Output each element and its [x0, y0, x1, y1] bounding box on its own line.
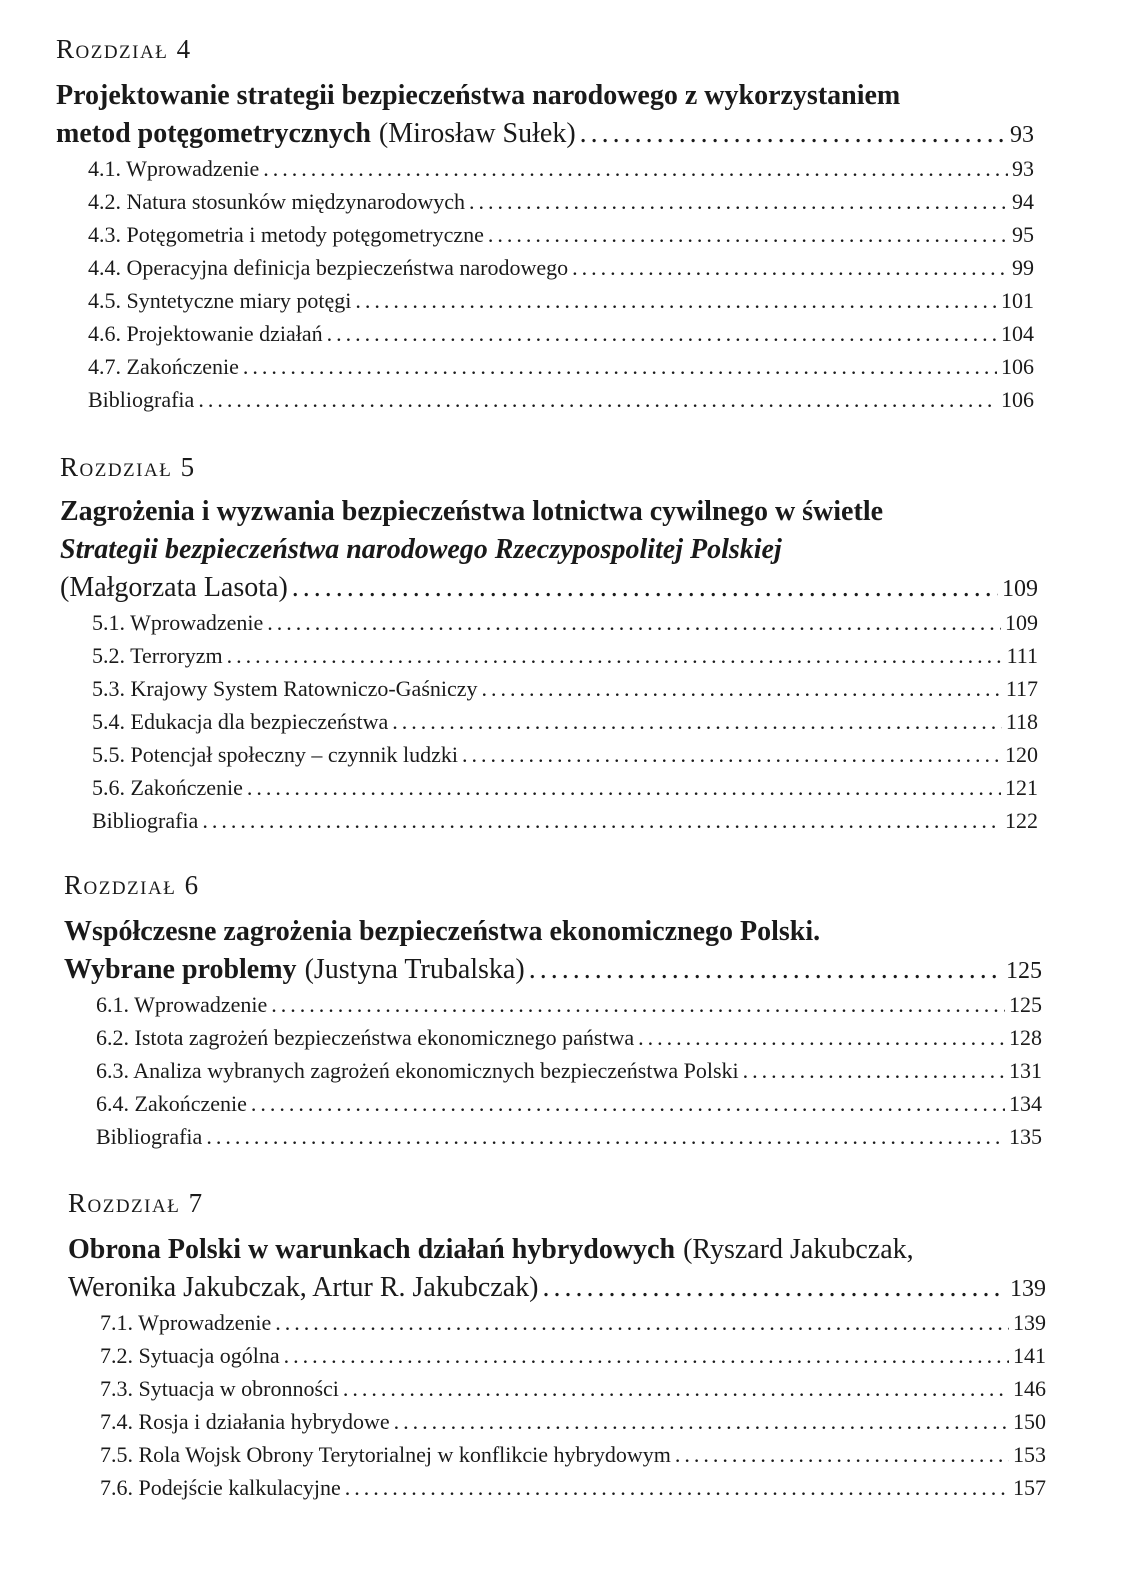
leader-dots [227, 643, 1003, 669]
page-number: 150 [1013, 1409, 1046, 1434]
leader-dots [198, 387, 997, 413]
toc-entry[interactable] [100, 1475, 1046, 1501]
chapter-label: Rozdział 5 [60, 452, 196, 482]
toc-entry[interactable] [88, 255, 1034, 281]
toc-entry[interactable] [88, 288, 1034, 314]
page-number: 118 [1005, 709, 1038, 734]
leader-dots [343, 1376, 1009, 1402]
chapter-label: Rozdział 6 [64, 870, 200, 900]
leader-dots [275, 1310, 1009, 1336]
toc-entry[interactable] [100, 1376, 1046, 1402]
leader-dots [251, 1091, 1005, 1117]
entry-title: 5.5. Potencjał społeczny – czynnik ludzki [92, 742, 458, 767]
page-number: 104 [1001, 321, 1034, 346]
toc-entry[interactable] [96, 1025, 1042, 1051]
leader-dots [271, 992, 1005, 1018]
entry-title: 4.6. Projektowanie działań [88, 321, 323, 346]
leader-dots [394, 1409, 1009, 1435]
leader-dots [572, 255, 1008, 281]
chapter-title-line [60, 534, 782, 566]
leader-dots [462, 742, 1001, 768]
chapter-title-text: metod potęgometrycznych [56, 118, 371, 149]
toc-entry[interactable] [96, 1058, 1042, 1084]
page-number: 139 [1013, 1310, 1046, 1335]
entry-title: 5.3. Krajowy System Ratowniczo-Gaśniczy [92, 676, 478, 701]
entry-title: 7.1. Wprowadzenie [100, 1310, 272, 1335]
chapter-title-text: Obrona Polski w warunkach działań hybrydowych [68, 1234, 676, 1265]
page-number: 139 [1010, 1276, 1046, 1302]
page-number: 93 [1012, 156, 1034, 181]
page-number: 109 [1002, 576, 1038, 602]
leader-dots [743, 1058, 1005, 1084]
page-number: 109 [1005, 610, 1038, 635]
page-number: 122 [1005, 808, 1038, 833]
toc-entry[interactable] [88, 321, 1034, 347]
leader-dots [469, 189, 1008, 215]
toc-entry[interactable] [96, 1091, 1042, 1117]
leader-dots [529, 954, 1002, 986]
toc-entry[interactable] [88, 354, 1034, 380]
page-number: 125 [1009, 992, 1042, 1017]
page-number: 101 [1001, 288, 1034, 313]
leader-dots [263, 156, 1008, 182]
toc-entry[interactable] [100, 1442, 1046, 1468]
page-number: 128 [1009, 1025, 1042, 1050]
chapter-label: Rozdział 4 [56, 34, 192, 64]
entry-title: 5.1. Wprowadzenie [92, 610, 264, 635]
chapter-title-line [64, 954, 1042, 986]
toc-entry[interactable] [92, 676, 1038, 702]
entry-title: 5.2. Terroryzm [92, 643, 223, 668]
page-number: 121 [1005, 775, 1038, 800]
leader-dots [284, 1343, 1009, 1369]
page-number: 125 [1006, 958, 1042, 984]
page-number: 157 [1013, 1475, 1046, 1500]
chapter-label: Rozdział 7 [68, 1188, 204, 1218]
entry-title: 5.4. Edukacja dla bezpieczeństwa [92, 709, 389, 734]
leader-dots [638, 1025, 1005, 1051]
entry-title: 7.6. Podejście kalkulacyjne [100, 1475, 341, 1500]
page-number: 106 [1001, 354, 1034, 379]
chapter-title-line [68, 1234, 914, 1266]
toc-entry[interactable] [88, 156, 1034, 182]
entry-title: Bibliografia [88, 387, 195, 412]
entry-title: 6.3. Analiza wybranych zagrożeń ekonomicznych bezpieczeństwa Polski [96, 1058, 739, 1083]
page-number: 141 [1013, 1343, 1046, 1368]
chapter-author: Weronika Jakubczak, Artur R. Jakubczak) [68, 1272, 539, 1303]
chapter-title-text: Projektowanie strategii bezpieczeństwa narodowego z wykorzystaniem [56, 80, 901, 111]
toc-entry[interactable] [92, 808, 1038, 834]
page-number: 99 [1012, 255, 1034, 280]
entry-title: Bibliografia [96, 1124, 203, 1149]
page-number: 135 [1009, 1124, 1042, 1149]
toc-entry[interactable] [100, 1310, 1046, 1336]
page-number: 131 [1009, 1058, 1042, 1083]
entry-title: 4.7. Zakończenie [88, 354, 239, 379]
page-number: 153 [1013, 1442, 1046, 1467]
toc-entry[interactable] [92, 775, 1038, 801]
chapter-title-line [64, 916, 820, 948]
chapter-title-text: Wybrane problemy [64, 954, 297, 985]
toc-entry[interactable] [88, 222, 1034, 248]
toc-entry[interactable] [88, 189, 1034, 215]
page-number: 93 [1010, 122, 1034, 148]
page-number: 95 [1012, 222, 1034, 247]
toc-entry[interactable] [100, 1343, 1046, 1369]
leader-dots [482, 676, 1002, 702]
entry-title: 4.1. Wprowadzenie [88, 156, 260, 181]
toc-entry[interactable] [88, 387, 1034, 413]
leader-dots [355, 288, 997, 314]
entry-title: Bibliografia [92, 808, 199, 833]
toc-entry[interactable] [96, 992, 1042, 1018]
leader-dots [392, 709, 1002, 735]
leader-dots [345, 1475, 1009, 1501]
entry-title: 6.2. Istota zagrożeń bezpieczeństwa ekonomicznego państwa [96, 1025, 635, 1050]
chapter-author: (Mirosław Sułek) [378, 118, 576, 149]
toc-entry[interactable] [92, 643, 1038, 669]
entry-title: 6.4. Zakończenie [96, 1091, 247, 1116]
chapter-title-text: Zagrożenia i wyzwania bezpieczeństwa lotnictwa cywilnego w świetle [60, 496, 884, 527]
leader-dots [206, 1124, 1005, 1150]
page-number: 117 [1005, 676, 1038, 701]
chapter-title-italic: Strategii bezpieczeństwa narodowego Rzeczypospolitej Polskiej [60, 534, 782, 565]
leader-dots [488, 222, 1008, 248]
leader-dots [202, 808, 1001, 834]
entry-title: 4.2. Natura stosunków międzynarodowych [88, 189, 465, 214]
entry-title: 4.5. Syntetyczne miary potęgi [88, 288, 352, 313]
chapter-author: (Justyna Trubalska) [304, 954, 525, 985]
chapter-author: (Ryszard Jakubczak, [683, 1234, 914, 1265]
leader-dots [267, 610, 1001, 636]
entry-title: 7.2. Sytuacja ogólna [100, 1343, 280, 1368]
toc-entry[interactable] [92, 742, 1038, 768]
toc-entry[interactable] [100, 1409, 1046, 1435]
toc-entry[interactable] [92, 709, 1038, 735]
leader-dots [675, 1442, 1009, 1468]
leader-dots [542, 1272, 1006, 1304]
page-number: 146 [1013, 1376, 1046, 1401]
entry-title: 7.3. Sytuacja w obronności [100, 1376, 339, 1401]
page-number: 106 [1001, 387, 1034, 412]
entry-title: 7.4. Rosja i działania hybrydowe [100, 1409, 390, 1434]
entry-title: 4.4. Operacyjna definicja bezpieczeństwa narodowego [88, 255, 569, 280]
leader-dots [247, 775, 1001, 801]
page-number: 120 [1005, 742, 1038, 767]
chapter-title-line [68, 1272, 1046, 1304]
page-number: 134 [1009, 1091, 1042, 1116]
entry-title: 5.6. Zakończenie [92, 775, 243, 800]
chapter-title-text: Współczesne zagrożenia bezpieczeństwa ekonomicznego Polski. [64, 916, 821, 947]
chapter-title-line [60, 572, 1038, 604]
chapter-title-line [56, 118, 1034, 150]
entry-title: 7.5. Rola Wojsk Obrony Terytorialnej w konflikcie hybrydowym [100, 1442, 671, 1467]
toc-entry[interactable] [96, 1124, 1042, 1150]
entry-title: 6.1. Wprowadzenie [96, 992, 268, 1017]
chapter-title-line [56, 80, 900, 112]
leader-dots [243, 354, 997, 380]
toc-entry[interactable] [92, 610, 1038, 636]
leader-dots [580, 118, 1006, 150]
entry-title: 4.3. Potęgometria i metody potęgometryczne [88, 222, 484, 247]
chapter-author: (Małgorzata Lasota) [60, 572, 288, 603]
chapter-title-line [60, 496, 883, 528]
leader-dots [327, 321, 997, 347]
leader-dots [292, 572, 998, 604]
page-number: 94 [1012, 189, 1034, 214]
page-number: 111 [1006, 643, 1038, 668]
